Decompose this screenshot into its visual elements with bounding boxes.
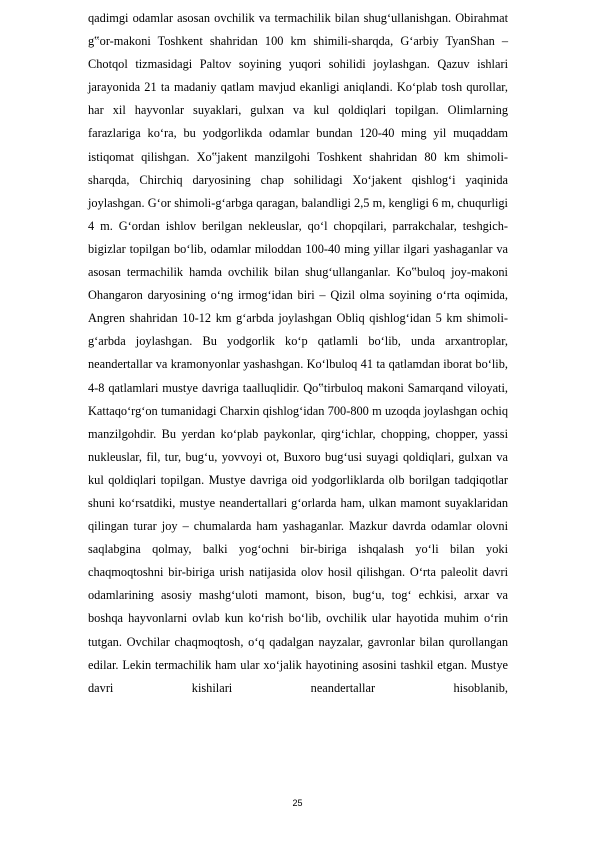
body-text — [88, 7, 508, 700]
body-paragraph: qadimgi odamlar asosan ovchilik va termachilik bilan shug‘ullanishgan. Obirahmat g‟or-makoni Toshkent shahridan 100 km shimili-sharqda, G‘arbiy TyanShan – Chotqol tizmasidagi Paltov soyining yuqori sohilidi joylashgan. Qazuv ishlari jarayonida 21 ta madaniy qatlam mavjud ekanligi aniqlandi. Ko‘plab tosh qurollar, har xil hayvonlar suyaklari, gulxan va kul qoldiqlari topilgan. Olimlarning farazlariga ko‘ra, bu yodgorlikda odamlar bundan 120-40 ming yil muqaddam istiqomat qilishgan. Xo‟jakent manzilgohi Toshkent shahridan 80 km shimoli-sharqda, Chirchiq daryosining chap sohilidagi Xo‘jakent qishlog‘i yaqinida joylashgan. G‘or shimoli-g‘arbga qaragan, balandligi 2,5 m, kengligi 6 m, chuqurligi 4 m. G‘ordan ishlov berilgan nekleuslar, qo‘l chopqilari, parrakchalar, teshgich-bigizlar topilgan bo‘lib, odamlar miloddan 100-40 ming yillar ilgari yashaganlar va asosan termachilik hamda ovchilik bilan shug‘ullanganlar. Ko‟buloq joy-makoni Ohangaron daryosining o‘ng irmog‘idan biri – Qizil olma soyining o‘rta oqimida, Angren shahridan 10-12 km g‘arbda joylashgan Obliq qishlog‘idan 5 km shimoli-g‘arbda joylashgan. Bu yodgorlik ko‘p qatlamli bo‘lib, unda arxantroplar, neandertallar va kramonyonlar yashashgan. Ko‘lbuloq 41 ta qatlamdan iborat bo‘lib, 4-8 qatlamlari mustye davriga taalluqlidir. Qo‟tirbuloq makoni Samarqand viloyati, Kattaqo‘rg‘on tumanidagi Charxin qishlog‘idan 700-800 m uzoqda joylashgan ochiq manzilgohdir. Bu yerdan ko‘plab paykonlar, qirg‘ichlar, chopping, chopper, yassi nukleuslar, fil, tur, bug‘u, yovvoyi ot, Buxoro bug‘usi suyagi qoldiqlari, gulxan va kul qoldiqlari topilgan. Mustye davriga oid yodgorliklarda olb borilgan tadqiqotlar shuni ko‘rsatdiki, mustye neandertallari g‘orlarda ham, ulkan mamont suyaklaridan qilingan turar joy – chumalarda ham yashaganlar. Mazkur davrda odamlar olovni saqlabgina qolmay, balki yog‘ochni bir-biriga ishqalash yo‘li bilan yoki chaqmoqtoshni bir-biriga urish natijasida olov hosil qilishgan. O‘rta paleolit davri odamlarining asosiy mashg‘uloti mamont, bison, bug‘u, tog‘ echkisi, arxar va boshqa hayvonlarni ovlab kun ko‘rish bo‘lib, ovchilik ular hayotida muhim o‘rin tutgan. Ovchilar chaqmoqtosh, o‘q qadalgan nayzalar, gavronlar bilan qurollangan edilar. Lekin termachilik ham ular xo‘jalik hayotining asosini tashkil etgan. Mustye davri kishilari neandertallar hisoblanib, — [88, 11, 508, 695]
page-number: 25 — [292, 798, 303, 808]
